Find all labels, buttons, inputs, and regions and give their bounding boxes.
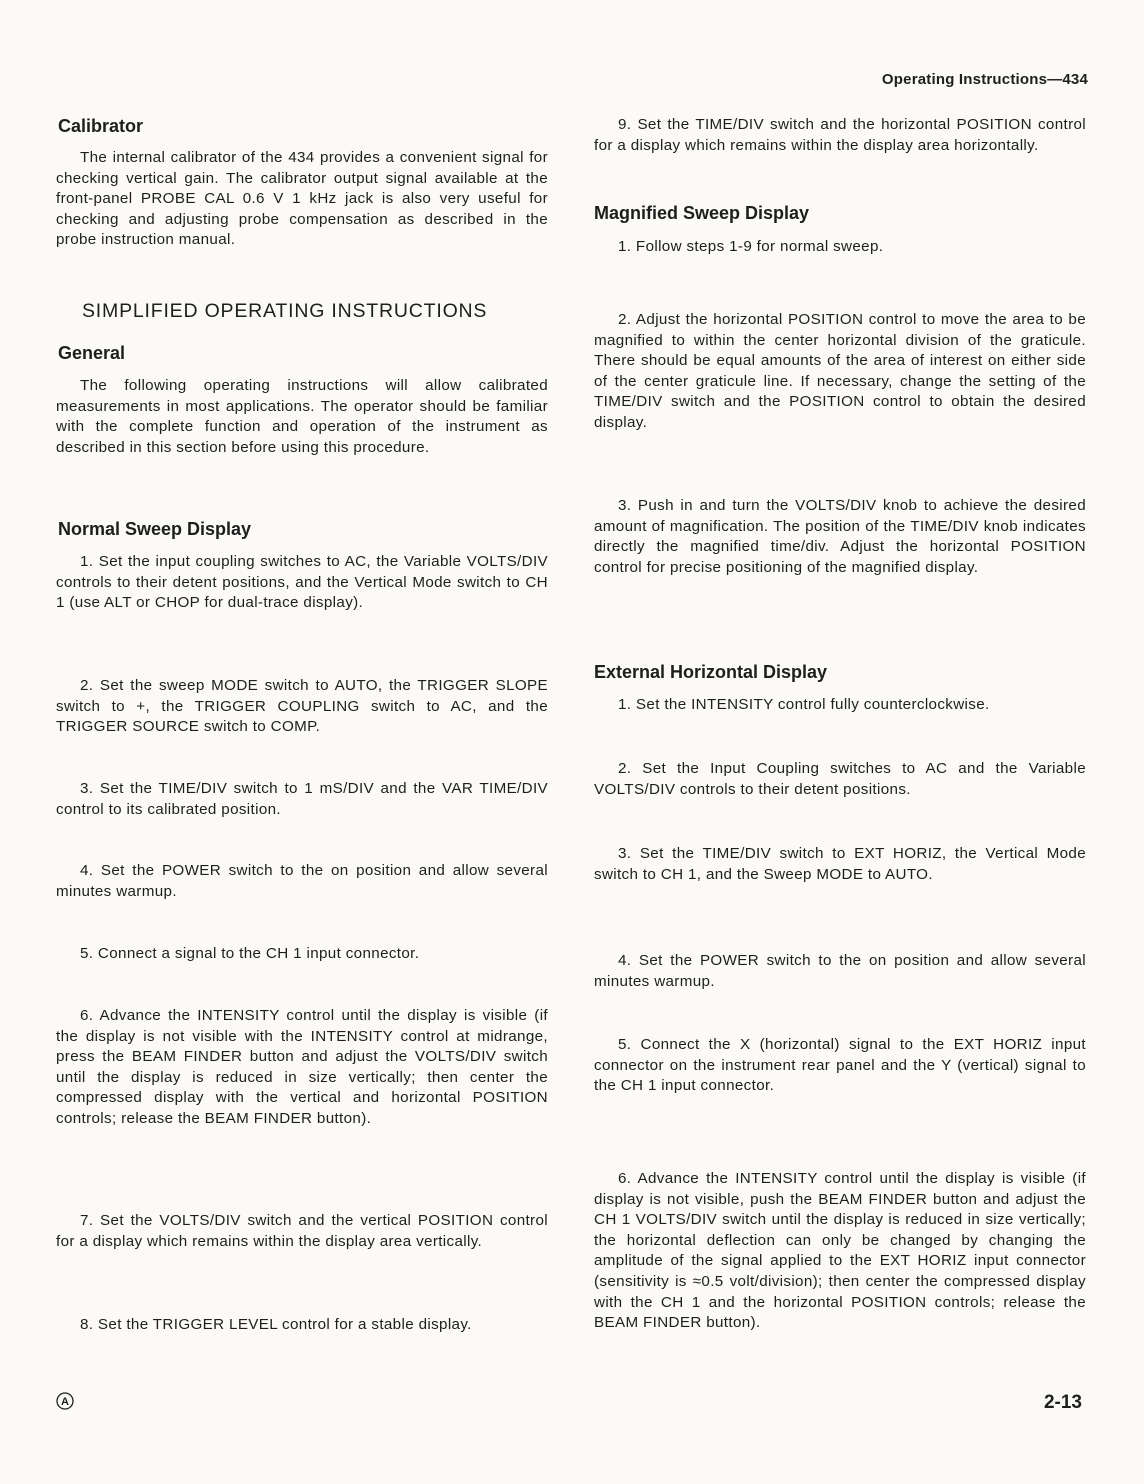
external-horizontal-step: 1. Set the INTENSITY control fully counterclockwise. (618, 696, 990, 713)
general-heading: General (58, 343, 126, 363)
calibrator-paragraph: The internal calibrator of the 434 provides a convenient signal for checking vertical gain. The calibrator output signal available at the front-panel PROBE CAL 0.6 V 1 kHz jack is also very useful for checking and adjusting probe compensation as described in the probe instruction manual. (56, 149, 548, 249)
general-paragraph: The following operating instructions will allow calibrated measurements in most applications. The operator should be familiar with the complete function and operation of the instrument as described in this section before using this procedure. (56, 377, 548, 456)
normal-sweep-step: 3. Set the TIME/DIV switch to 1 mS/DIV and the VAR TIME/DIV control to its calibrated position. (56, 780, 548, 818)
external-horizontal-step: 6. Advance the INTENSITY control until the display is visible (if display is not visible, push the BEAM FINDER button and adjust the CH 1 VOLTS/DIV switch until the display is reduced in size vertically; the horizontal deflection can only be changed by changing the amplitude of the signal applied to the EXT HORIZ input connector (sensitivity is ≈0.5 volt/division); then center the compressed display with the CH 1 and the horizontal POSITION controls; release the BEAM FINDER button). (594, 1170, 1086, 1332)
normal-sweep-step: 5. Connect a signal to the CH 1 input connector. (80, 945, 420, 962)
calibrator-heading: Calibrator (58, 116, 144, 136)
simplified-instructions-heading: SIMPLIFIED OPERATING INSTRUCTIONS (82, 300, 488, 322)
magnified-sweep-step: 1. Follow steps 1-9 for normal sweep. (618, 238, 884, 255)
normal-sweep-heading: Normal Sweep Display (58, 519, 252, 539)
magnified-sweep-step: 2. Adjust the horizontal POSITION control to move the area to be magnified to within the center horizontal division of the graticule. There should be equal amounts of the area of interest on either side of the center graticule line. If necessary, change the setting of the TIME/DIV switch and the POSITION control to obtain the desired display. (594, 311, 1086, 431)
normal-sweep-step: 6. Advance the INTENSITY control until the display is visible (if the display is not visible with the INTENSITY control at midrange, press the BEAM FINDER button and adjust the VOLTS/DIV switch until the display is reduced in size vertically; then center the compressed display with the vertical and horizontal POSITION controls; release the BEAM FINDER button). (56, 1007, 548, 1127)
logo-glyph: A (61, 1396, 69, 1408)
external-horizontal-step: 3. Set the TIME/DIV switch to EXT HORIZ, the Vertical Mode switch to CH 1, and the Sweep MODE to AUTO. (594, 845, 1086, 883)
external-horizontal-step: 5. Connect the X (horizontal) signal to the EXT HORIZ input connector on the instrument rear panel and the Y (vertical) signal to the CH 1 input connector. (594, 1036, 1086, 1095)
normal-sweep-step: 7. Set the VOLTS/DIV switch and the vertical POSITION control for a display which remains within the display area vertically. (56, 1212, 548, 1250)
tektronix-logo-icon (56, 1392, 74, 1410)
magnified-sweep-heading: Magnified Sweep Display (594, 203, 810, 223)
normal-sweep-step: 4. Set the POWER switch to the on position and allow several minutes warmup. (56, 862, 548, 900)
magnified-sweep-step: 3. Push in and turn the VOLTS/DIV knob to achieve the desired amount of magnification. The position of the TIME/DIV knob indicates directly the magnified time/div. Adjust the horizontal POSITION control for precise positioning of the magnified display. (594, 497, 1086, 576)
external-horizontal-step: 4. Set the POWER switch to the on position and allow several minutes warmup. (594, 952, 1086, 990)
page-number: 2-13 (1043, 1392, 1082, 1413)
normal-sweep-step: 9. Set the TIME/DIV switch and the horizontal POSITION control for a display which remains within the display area horizontally. (594, 116, 1086, 154)
normal-sweep-step: 8. Set the TRIGGER LEVEL control for a stable display. (80, 1316, 472, 1333)
normal-sweep-step: 1. Set the input coupling switches to AC, the Variable VOLTS/DIV controls to their detent positions, and the Vertical Mode switch to CH 1 (use ALT or CHOP for dual-trace display). (56, 553, 548, 612)
external-horizontal-step: 2. Set the Input Coupling switches to AC and the Variable VOLTS/DIV controls to their detent positions. (594, 760, 1086, 798)
external-horizontal-heading: External Horizontal Display (594, 662, 828, 682)
running-header: Operating Instructions—434 (881, 71, 1088, 88)
normal-sweep-step: 2. Set the sweep MODE switch to AUTO, the TRIGGER SLOPE switch to +, the TRIGGER COUPLING switch to AC, and the TRIGGER SOURCE switch to COMP. (56, 677, 548, 736)
